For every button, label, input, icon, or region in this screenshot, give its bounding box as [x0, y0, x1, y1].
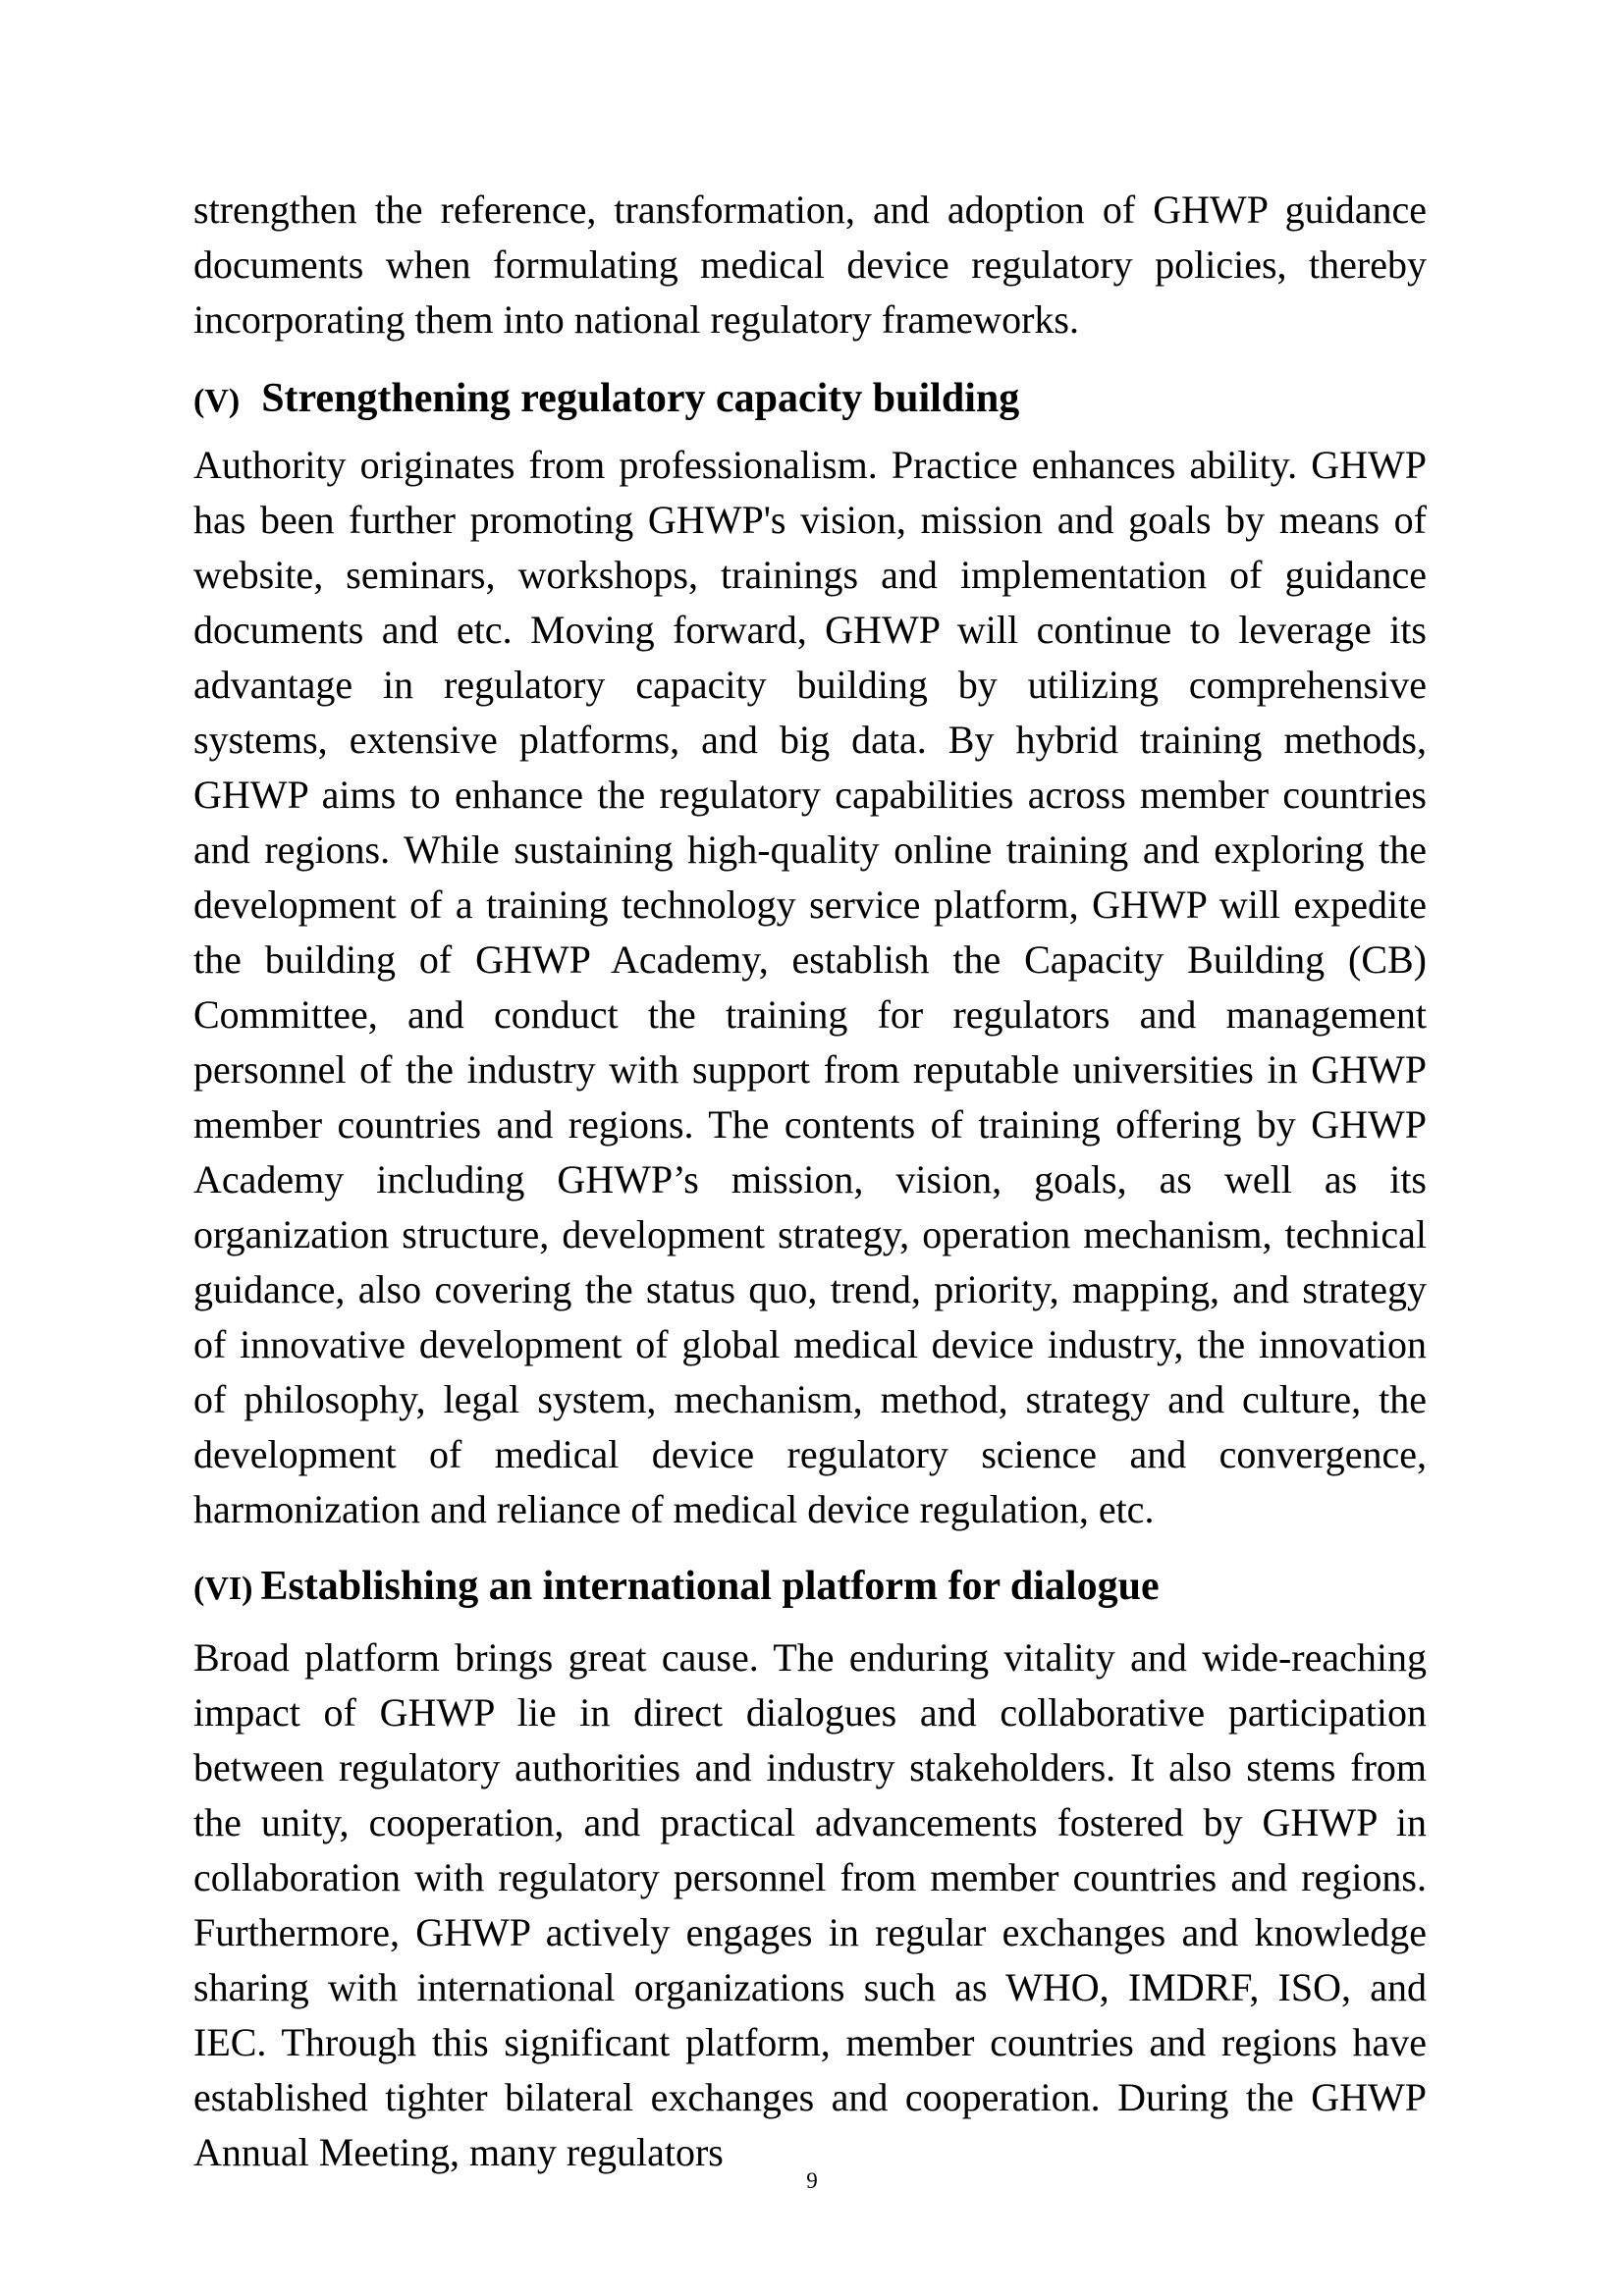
- heading-vi-title: Establishing an international platform for dialogue: [260, 1564, 1160, 1609]
- heading-v-numeral: (V): [193, 383, 241, 419]
- page-number: 9: [806, 2168, 818, 2193]
- paragraph-international-platform: Broad platform brings great cause. The enduring vitality and wide-reaching impact of GHWP lie in direct dialogues and collaborative participation between regulatory authorities and industry stakeholders. It also stems from the unity, cooperation, and practical advancements fostered by GHWP in collaboration with regulatory personnel from member countries and regions. Furthermore, GHWP actively engages in regular exchanges and knowledge sharing with international organizations such as WHO, IMDRF, ISO, and IEC. Through this significant platform, member countries and regions have established tighter bilateral exchanges and cooperation. During the GHWP Annual Meeting, many regulators: [193, 1635, 1427, 2174]
- heading-vi-numeral: (VI): [193, 1571, 253, 1607]
- heading-section-v: [193, 371, 1427, 429]
- heading-section-vi: [193, 1559, 1427, 1617]
- paragraph-capacity-building: Authority originates from professionalism. Practice enhances ability. GHWP has been further promoting GHWP's vision, mission and goals by means of website, seminars, workshops, trainings and implementation of guidance documents and etc. Moving forward, GHWP will continue to leverage its advantage in regulatory capacity building by utilizing comprehensive systems, extensive platforms, and big data. By hybrid training methods, GHWP aims to enhance the regulatory capabilities across member countries and regions. While sustaining high-quality online training and exploring the development of a training technology service platform, GHWP will expedite the building of GHWP Academy, establish the Capacity Building (CB) Committee, and conduct the training for regulators and management personnel of the industry with support from reputable universities in GHWP member countries and regions. The contents of training offering by GHWP Academy including GHWP’s mission, vision, goals, as well as its organization structure, development strategy, operation mechanism, technical guidance, also covering the status quo, trend, priority, mapping, and strategy of innovative development of global medical device industry, the innovation of philosophy, legal system, mechanism, method, strategy and culture, the development of medical device regulatory science and convergence, harmonization and reliance of medical device regulation, etc.: [193, 443, 1427, 1531]
- heading-v-title: Strengthening regulatory capacity building: [261, 376, 1020, 421]
- paragraph-continuation: strengthen the reference, transformation, and adoption of GHWP guidance documents when formulating medical device regulatory policies, thereby incorporating them into national regulatory frameworks.: [193, 187, 1427, 342]
